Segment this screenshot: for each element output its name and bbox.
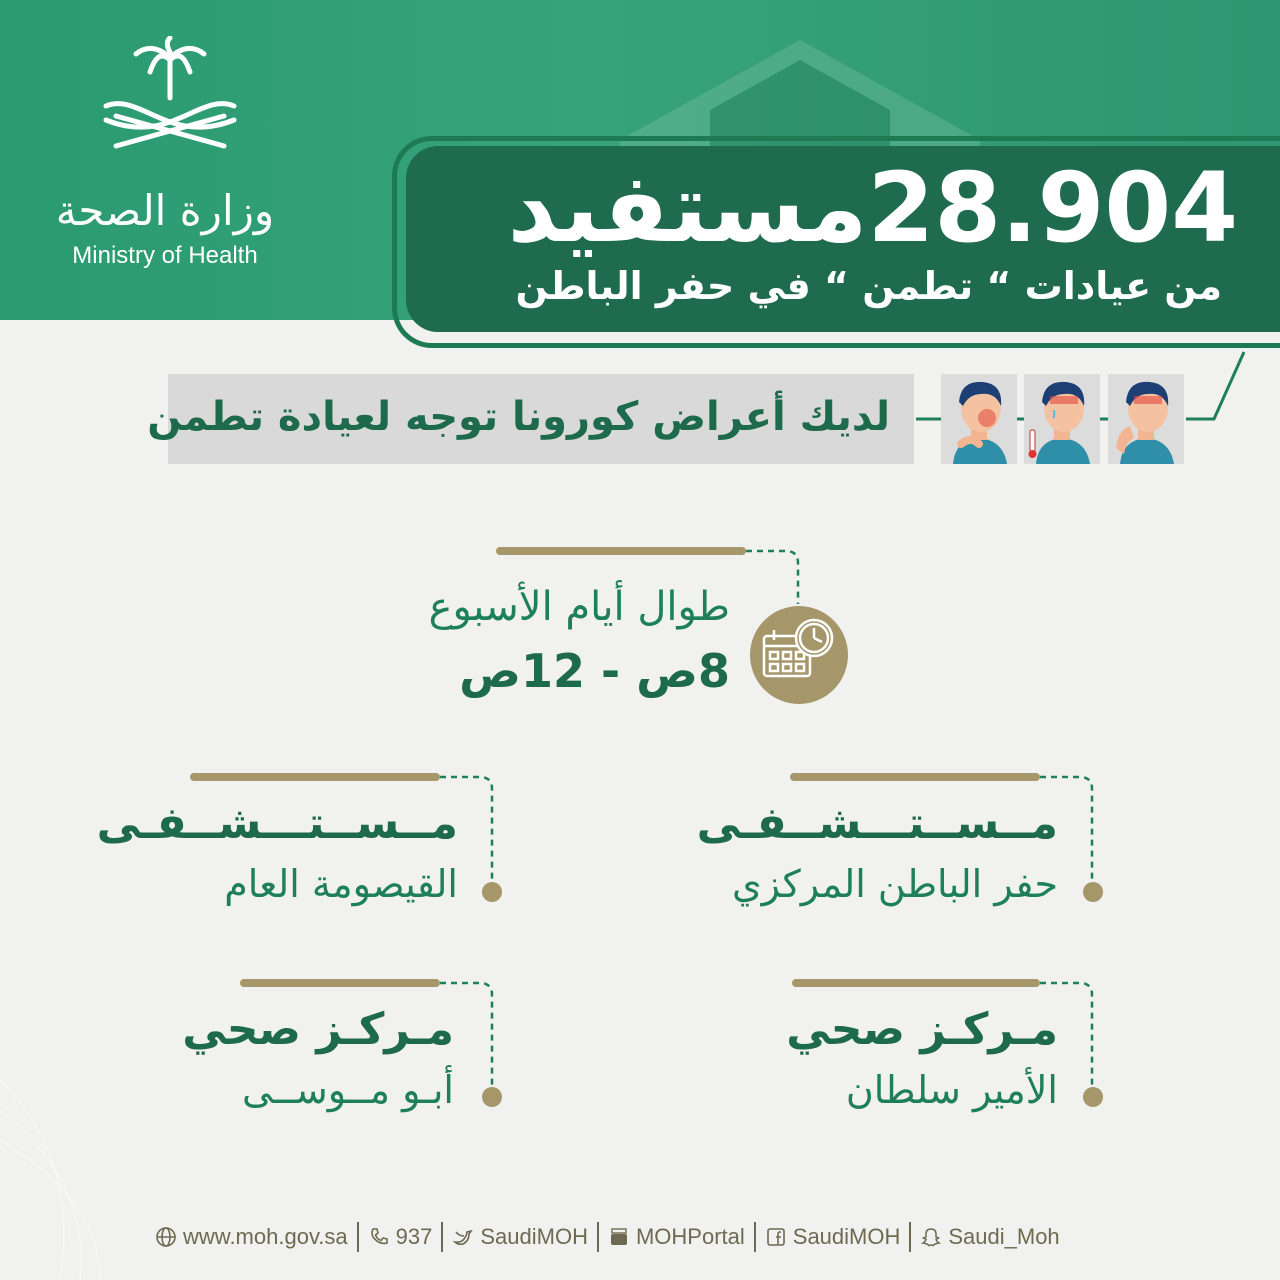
youtube-icon (608, 1226, 630, 1248)
location-title-1: مــســتـــشــفـى (696, 798, 1058, 849)
globe-icon (155, 1226, 177, 1248)
footer-twitter-label: SaudiMOH (480, 1224, 588, 1249)
footer-twitter[interactable] (443, 1224, 597, 1250)
calendar-clock-icon (750, 606, 848, 704)
footer-youtube-label: MOHPortal (635, 1224, 745, 1249)
location-name-4: أبـو مــوســى (241, 1068, 454, 1112)
footer-phone[interactable] (359, 1224, 442, 1250)
location-name-1: حفر الباطن المركزي (731, 862, 1058, 906)
beneficiaries-banner (406, 146, 1280, 332)
location-name-3: الأمير سلطان (845, 1068, 1058, 1112)
banner-subtitle: من عيادات “ تطمن “ في حفر الباطن (515, 264, 1222, 308)
footer-youtube[interactable] (599, 1224, 754, 1250)
footer-snapchat[interactable] (911, 1224, 1068, 1250)
footer-website[interactable] (146, 1224, 357, 1250)
count-label: مستفيد (507, 152, 868, 264)
fever-symptom-icon (1024, 374, 1100, 464)
location-title-3: مـركـز صحي (786, 1004, 1058, 1055)
facebook-icon (765, 1226, 787, 1248)
beneficiaries-count (508, 152, 1239, 264)
footer-contacts (146, 1218, 1069, 1256)
count-value: 28.904 (867, 152, 1238, 264)
location-title-2: مــســتـــشــفـى (96, 798, 458, 849)
schedule-hours: 8ص - 12ص (459, 644, 730, 698)
twitter-icon (452, 1226, 474, 1248)
logo-english-text: Ministry of Health (72, 242, 258, 269)
cough-symptom-icon (1108, 374, 1184, 464)
schedule-days: طوال أيام الأسبوع (428, 584, 730, 630)
sore-throat-symptom-icon (941, 374, 1017, 464)
footer-website-label: www.moh.gov.sa (183, 1224, 348, 1249)
footer-phone-label: 937 (395, 1224, 433, 1249)
phone-icon (368, 1226, 390, 1248)
location-name-2: القيصومة العام (224, 862, 458, 906)
ministry-logo (40, 36, 290, 276)
symptom-prompt: لديك أعراض كورونا توجه لعيادة تطمن (147, 394, 890, 440)
snapchat-icon (920, 1226, 942, 1248)
footer-snapchat-label: Saudi_Moh (948, 1224, 1060, 1249)
location-title-4: مـركـز صحي (182, 1004, 454, 1055)
logo-arabic-text: وزارة الصحة (55, 186, 275, 235)
footer-facebook-label: SaudiMOH (792, 1224, 901, 1249)
footer-facebook[interactable] (756, 1224, 910, 1250)
symptom-prompt-box (147, 374, 914, 464)
palm-swords-emblem-icon (100, 36, 240, 166)
